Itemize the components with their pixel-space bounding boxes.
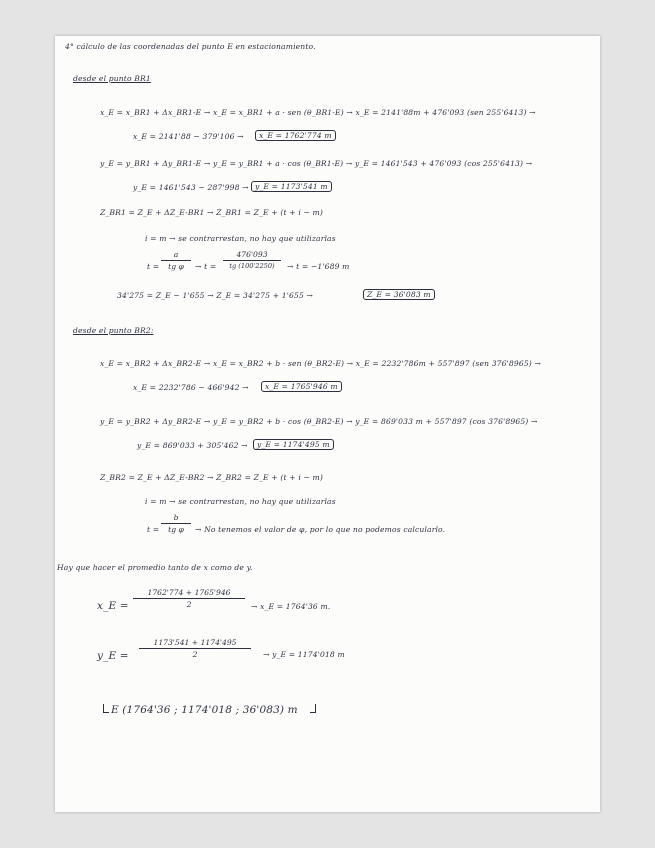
s2-t-fraction <box>161 513 191 534</box>
s2-z-equation: Z_BR2 = Z_E + ΔZ_E-BR2 → Z_BR2 = Z_E + (t + i − m) <box>100 473 324 482</box>
s1-t-lhs: t = <box>147 262 160 271</box>
avg-y-fraction <box>139 638 251 659</box>
s2-t-note: → No tenemos el valor de φ, por lo que no podemos calcularlo. <box>195 525 446 534</box>
avg-x-denominator: 2 <box>186 600 192 609</box>
s2-y-equation: y_E = y_BR2 + Δy_BR2-E → y_E = y_BR2 + b · cos (θ_BR2-E) → y_E = 869'033 m + 557'897 (cos 376'8965) → <box>100 417 538 426</box>
final-bracket-right <box>310 704 316 713</box>
s2-x-result-a: x_E = 2232'786 − 466'942 → <box>133 383 249 392</box>
s1-x-result-a: x_E = 2141'88 − 379'106 → <box>133 132 244 141</box>
s1-x-result-boxed: x_E = 1762'774 m <box>255 130 336 141</box>
s1-x-equation: x_E = x_BR1 + Δx_BR1-E → x_E = x_BR1 + a · sen (θ_BR1-E) → x_E = 2141'88m + 476'093 (sen 255'6413) → <box>100 108 536 117</box>
avg-x-numerator: 1762'774 + 1765'946 <box>147 588 231 597</box>
s2-t-denominator: tg φ <box>168 525 184 534</box>
s1-t-denominator-value: tg (100'2250) <box>229 262 275 270</box>
section-title-br1: desde el punto BR1 <box>73 74 151 83</box>
s1-i-m-note: i = m → se contrarrestan, no hay que utilizarlas <box>145 234 336 243</box>
avg-y-result: → y_E = 1174'018 m <box>263 650 345 659</box>
avg-x-fraction <box>133 588 245 609</box>
avg-intro: Hay que hacer el promedio tanto de x como de y. <box>57 563 253 572</box>
s1-z-equation: Z_BR1 = Z_E + ΔZ_E-BR1 → Z_BR1 = Z_E + (t + i − m) <box>100 208 324 217</box>
final-coordinates: E (1764'36 ; 1174'018 ; 36'083) m <box>111 704 298 716</box>
avg-y-denominator: 2 <box>192 650 198 659</box>
s2-t-numerator: b <box>173 513 179 522</box>
avg-y-numerator: 1173'541 + 1174'495 <box>153 638 237 647</box>
s1-z-result-boxed: Z_E = 36'083 m <box>363 289 435 300</box>
s1-t-numerator: a <box>173 250 179 259</box>
final-bracket-left <box>103 704 109 713</box>
s1-t-denominator: tg φ <box>168 262 184 271</box>
s1-y-result-a: y_E = 1461'543 − 287'998 → <box>133 183 249 192</box>
s1-y-equation: y_E = y_BR1 + Δy_BR1-E → y_E = y_BR1 + a · cos (θ_BR1-E) → y_E = 1461'543 + 476'093 (cos 255'6413) → <box>100 159 533 168</box>
s1-t-arrow: → t = <box>195 262 217 271</box>
s2-t-lhs: t = <box>147 525 160 534</box>
page-heading: 4° cálculo de las coordenadas del punto E en estacionamiento. <box>65 42 316 51</box>
avg-y-lhs: y_E = <box>97 650 129 662</box>
handwritten-page <box>55 36 600 812</box>
avg-x-result: → x_E = 1764'36 m. <box>251 602 331 611</box>
s1-z-result-a: 34'275 = Z_E − 1'655 → Z_E = 34'275 + 1'655 → <box>117 291 314 300</box>
avg-x-lhs: x_E = <box>97 600 129 612</box>
s2-y-result-boxed: y_E = 1174'495 m <box>253 439 334 450</box>
s2-y-result-a: y_E = 869'033 + 305'462 → <box>137 441 248 450</box>
s2-x-equation: x_E = x_BR2 + Δx_BR2-E → x_E = x_BR2 + b · sen (θ_BR2-E) → x_E = 2232'786m + 557'897 (sen 376'8965) → <box>100 359 541 368</box>
s1-t-result: → t = −1'689 m <box>287 262 350 271</box>
s1-t-numerator-value: 476'093 <box>236 250 268 259</box>
s2-x-result-boxed: x_E = 1765'946 m <box>261 381 342 392</box>
section-title-br2: desde el punto BR2: <box>73 326 154 335</box>
s1-t-fraction <box>161 250 191 271</box>
s1-y-result-boxed: y_E = 1173'541 m <box>251 181 332 192</box>
s2-i-m-note: i = m → se contrarrestan, no hay que utilizarlas <box>145 497 336 506</box>
s1-t-fraction-values <box>223 250 281 270</box>
